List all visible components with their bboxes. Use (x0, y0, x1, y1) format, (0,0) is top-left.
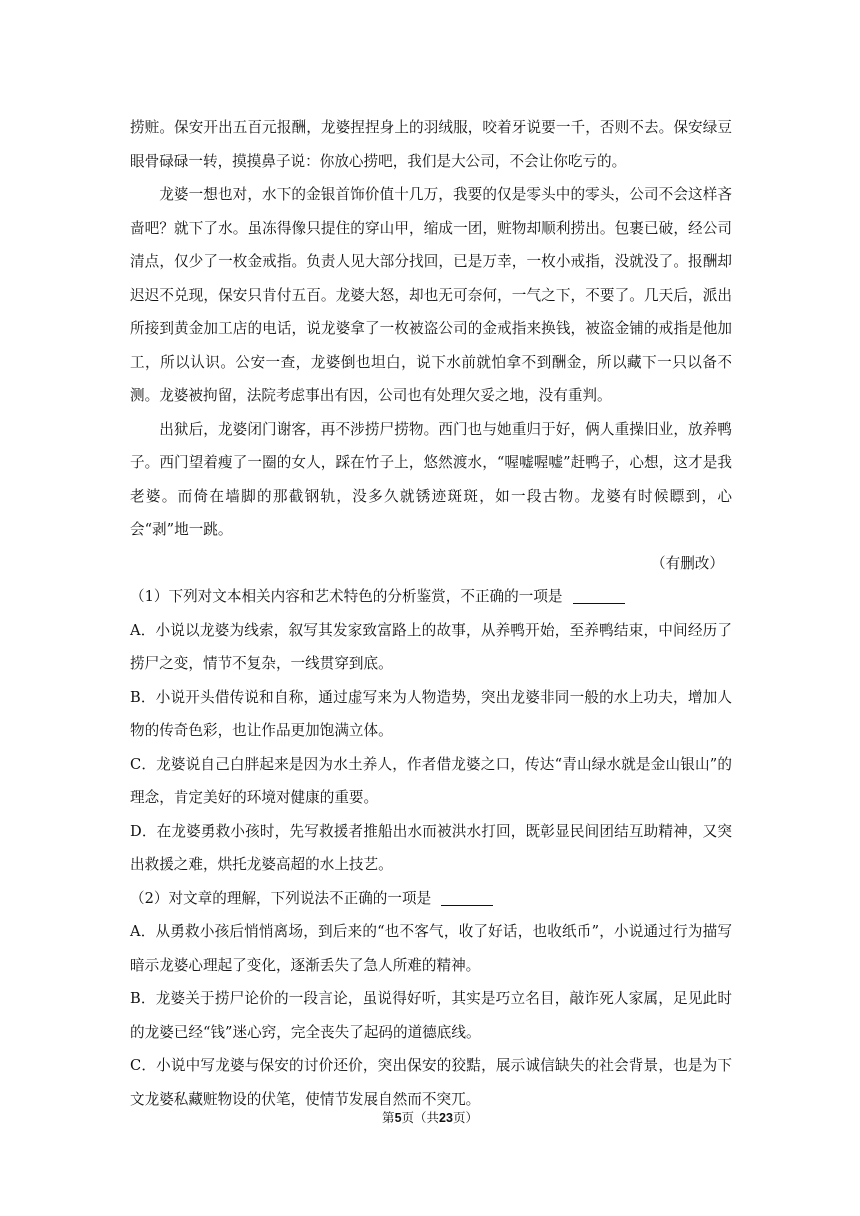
passage-paragraph-2: 龙婆一想也对，水下的金银首饰价值十几万，我要的仅是零头中的零头，公司不会这样吝啬吧？就下了水。虽冻得像只提住的穿山甲，缩成一团，赃物却顺利捞出。包裹已破，经公司清点，仅少了一枚金戒指。负责人见大部分找回，已是万幸，一枚小戒指，没就没了。报酬却迟迟不兑现，保安只肯付五百。龙婆大怒，却也无可奈何，一气之下，不要了。几天后，派出所接到黄金加工店的电话，说龙婆拿了一枚被盗公司的金戒指来换钱，被盗金铺的戒指是他加工，所以认识。公安一查，龙婆倒也坦白，说下水前就怕拿不到酬金，所以藏下一只以备不测。龙婆被拘留，法院考虑事出有因，公司也有处理欠妥之地，没有重判。 (130, 186, 732, 404)
question-2-option-a: A．从勇救小孩后悄悄离场，到后来的“也不客气，收了好话，也收纸币”，小说通过行为描写暗示龙婆心理起了变化，逐渐丢失了急人所难的精神。 (130, 923, 732, 974)
question-2-option-b: B．龙婆关于捞尸论价的一段言论，虽说得好听，其实是巧立名目，敲诈死人家属，足见此时的龙婆已经“钱”迷心窍，完全丧失了起码的道德底线。 (130, 990, 732, 1041)
question-1-option-c: C．龙婆说自己白胖起来是因为水土养人，作者借龙婆之口，传达“青山绿水就是金山银山”的理念，肯定美好的环境对健康的重要。 (130, 755, 732, 806)
question-1-option-d: D．在龙婆勇救小孩时，先写救援者推船出水而被洪水打回，既彰显民间团结互助精神，又突出救援之难，烘托龙婆高超的水上技艺。 (130, 822, 732, 873)
page-content (130, 111, 732, 1116)
question-2-option-c: C．小说中写龙婆与保安的讨价还价，突出保安的狡黠，展示诚信缺失的社会背景，也是为下文龙婆私藏赃物设的伏笔，使情节发展自然而不突兀。 (130, 1057, 732, 1108)
question-2 (130, 882, 732, 1117)
question-2-stem: （2）对文章的理解，下列说法不正确的一项是 (130, 882, 732, 916)
question-1-option-b: B．小说开头借传说和自称，通过虚写来为人物造势，突出龙婆非同一般的水上功夫，增加人物的传奇色彩，也让作品更加饱满立体。 (130, 688, 732, 739)
passage-paragraph-1: 捞赃。保安开出五百元报酬，龙婆捏捏身上的羽绒服，咬着牙说要一千，否则不去。保安绿豆眼骨碌碌一转，摸摸鼻子说：你放心捞吧，我们是大公司，不会让你吃亏的。 (130, 119, 732, 170)
answer-blank (573, 585, 625, 604)
question-1-option-a: A．小说以龙婆为线索，叙写其发家致富路上的故事，从养鸭开始，至养鸭结束，中间经历了捞尸之变，情节不复杂，一线贯穿到底。 (130, 621, 732, 672)
total-page-count: 23 (439, 1111, 453, 1125)
question-1 (130, 580, 732, 882)
current-page-number: 5 (394, 1111, 402, 1125)
source-note: （有删改） (651, 554, 724, 572)
page-footer: 第5页（共23页） (382, 1110, 478, 1125)
answer-blank (441, 887, 493, 906)
question-1-stem: （1）下列对文本相关内容和艺术特色的分析鉴赏，不正确的一项是 (130, 580, 732, 614)
passage-paragraph-3: 出狱后，龙婆闭门谢客，再不涉捞尸捞物。西门也与她重归于好，俩人重操旧业，放养鸭子。西门望着瘦了一圈的女人，踩在竹子上，悠然渡水，“喔嘘喔嘘”赶鸭子，心想，这才是我老婆。而倚在墙脚的那截钢轨，没多久就锈迹斑斑，如一段古物。龙婆有时候瞟到，心会“剥”地一跳。 (130, 420, 732, 538)
